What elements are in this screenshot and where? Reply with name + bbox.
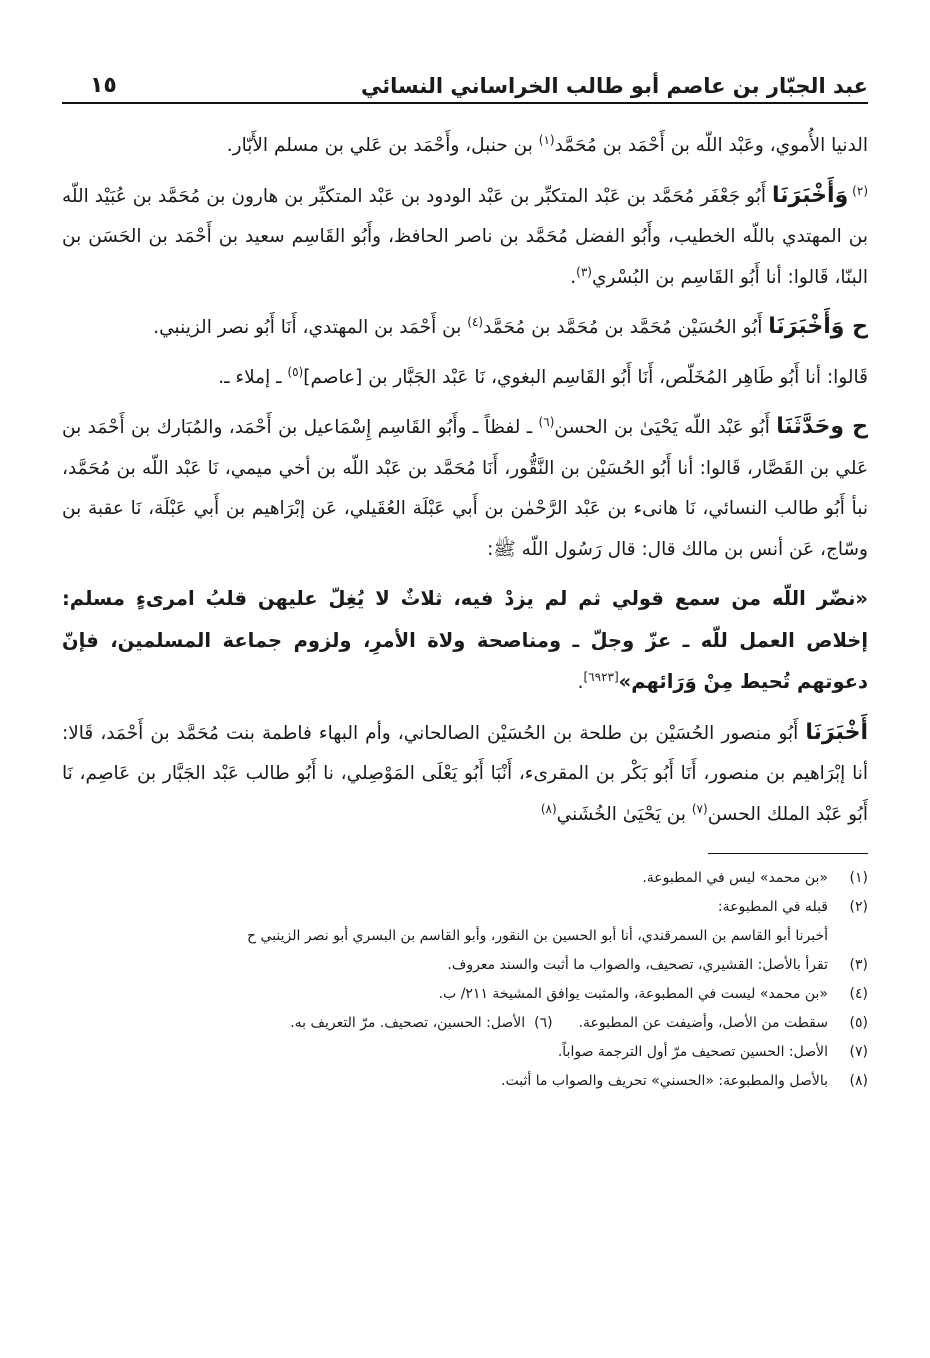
footnote-ref-7: (٧) (691, 801, 708, 816)
paragraph-5: ح وحَدَّثَنَا أَبُو عَبْد اللّه يَحْيَىٰ بن الحسن$^{(٦)}$ ـ لفظاً ـ وأَبُو القَاسِم إِسْمَاعيل بن أَحْمَد، والمُبَارك بن أَحْمَد بن عَلي بن القَصَّار، قَالوا: أنا أَبُو الحُسَيْن بن النَّقُّور، أَنَا مُحَمَّد بن عَبْد اللّه بن أخي ميمي، نَا عَبْد اللّه بن مُحَمَّد، نبأ أَبُو طالب النسائي، نَا هانىء بن عَبْد الرَّحْمٰن بن أَبي عَبْلَة العُقَيلي، عَن إبْرَاهيم بن أَبي عَبْلَة، نَا عقبة بن وسّاج، عَن أنس بن مالك قال: قال رَسُول اللّه ﷺ: (62, 414, 869, 560)
chain-lead-word: وَأَخْبَرَنَا (768, 314, 845, 339)
footnote: (١) «بن محمد» ليس في المطبوعة. (642, 870, 868, 886)
footnote-ref-8: (٨) (540, 801, 557, 816)
footnote: (٣) تقرأ بالأصل: القشيري، تصحيف، والصواب ما أثبت والسند معروف. (447, 957, 868, 973)
main-text (62, 126, 868, 835)
paragraph-7: أَخْبَرَنَا أَبُو منصور الحُسَيْن بن طلحة بن الحُسَيْن الصالحاني، وأم البهاء فاطمة بنت مُحَمَّد بن أَحْمَد، قَالا: أنا إبْرَاهيم بن منصور، أَنَا أَبُو بَكْر بن المقرىء، أَنْبَا أَبُو يَعْلَى المَوْصِلي، نا أَبُو طالب عَبْد الجَبَّار بن عَاصِم، نَا أَبُو عَبْد الملك الحسن$^{(٧)}$ بن يَحْيَىٰ الخُشَني$^{(٨)}$ (62, 719, 868, 825)
footnote-separator (708, 853, 868, 854)
footnote: (٥) سقطت من الأصل، وأضيفت عن المطبوعة.(٦) الأصل: الحسين، تصحيف. مرّ التعريف به. (290, 1015, 868, 1031)
paragraph-4: قَالوا: أنا أَبُو طَاهِر المُخَلّص، أَنَا أَبُو القَاسِم البغوي، نَا عَبْد الجَبَّار بن [عاصم]$^{(٥)}$ ـ إملاء ـ. (218, 364, 868, 388)
footnote: (٧) الأصل: الحسين تصحيف مرّ أول الترجمة صواباً. (557, 1044, 868, 1060)
footnote-ref-1: (١) (538, 132, 555, 147)
header-rule (62, 102, 868, 104)
paragraph-3: ح وَأَخْبَرَنَا أَبُو الحُسَيْن مُحَمَّد بن مُحَمَّد بن مُحَمَّد$^{(٤)}$ بن أَحْمَد بن المهتدي، أَنَا أَبُو نصر الزينبي. (153, 314, 868, 339)
footnote-ref-3: (٣) (576, 264, 592, 279)
footnote-ref-5: (٥) (287, 364, 304, 379)
running-header (62, 58, 868, 98)
page-number: ١٥ (90, 73, 117, 98)
running-title: عبد الجبّار بن عاصم أبو طالب الخراساني النسائي (361, 74, 868, 98)
chain-lead-word: وحَدَّثَنَا (776, 414, 844, 439)
footnotes (62, 864, 868, 1096)
chain-lead-word: وَأَخْبَرَنَا (771, 182, 849, 208)
footnote-ref-2: (٢) (848, 183, 868, 198)
footnote: (٢) قبله في المطبوعة: (717, 899, 868, 915)
footnote: (٤) «بن محمد» ليست في المطبوعة، والمثبت يوافق المشيخة ٢١١/ ب. (438, 986, 868, 1002)
footnote: (٨) بالأصل والمطبوعة: «الحسني» تحريف والصواب ما أثبت. (501, 1073, 868, 1089)
hadith-number: [٦٩٢٣] (583, 669, 619, 684)
footnote-ref-4: (٤) (467, 314, 484, 329)
footnote-continuation: أخبرنا أبو القاسم بن السمرقندي، أنا أبو الحسين بن النقور، وأبو القاسم بن البسري أبو نصر الزينبي ح (247, 928, 828, 944)
book-page (62, 58, 868, 1318)
paragraph-1: الدنيا الأُموي، وعَبْد اللّه بن أَحْمَد بن مُحَمَّد$^{(١)}$ بن حنبل، وأَحْمَد بن عَلي بن مسلم الأَبّار. (226, 132, 868, 156)
footnote-ref-6: (٦) (538, 414, 555, 429)
paragraph-2: $^{(٢)}$ وَأَخْبَرَنَا أَبُو جَعْفَر مُحَمَّد بن عَبْد المتكبِّر بن عَبْد الودود بن عَبْد المتكبِّر بن هارون بن مُحَمَّد بن عُبَيْد اللّه بن المهتدي باللّه الخطيب، وأَبُو الفضل مُحَمَّد بن ناصر الحافظ، وأَبُو القَاسِم سعيد بن أَحْمَد بن الحَسَن بن البنّا، قَالوا: أنا أَبُو القَاسِم بن البُسْري$^{(٣)}$. (62, 182, 868, 288)
hadith-text: «نضّر اللّه من سمع قولي ثم لم يزدْ فيه، ثلاثٌ لا يُغِلّ عليهن قلبُ امرىءٍ مسلم: إخلاص العمل للّه ـ عزّ وجلّ ـ ومناصحة ولاة الأمرِ، ولزوم جماعة المسلمين، فإنّ دعوتهم تُحيط مِنْ وَرَائهم»[٦٩٢٣]. (62, 587, 868, 693)
chain-lead-word: أَخْبَرَنَا (805, 719, 868, 745)
